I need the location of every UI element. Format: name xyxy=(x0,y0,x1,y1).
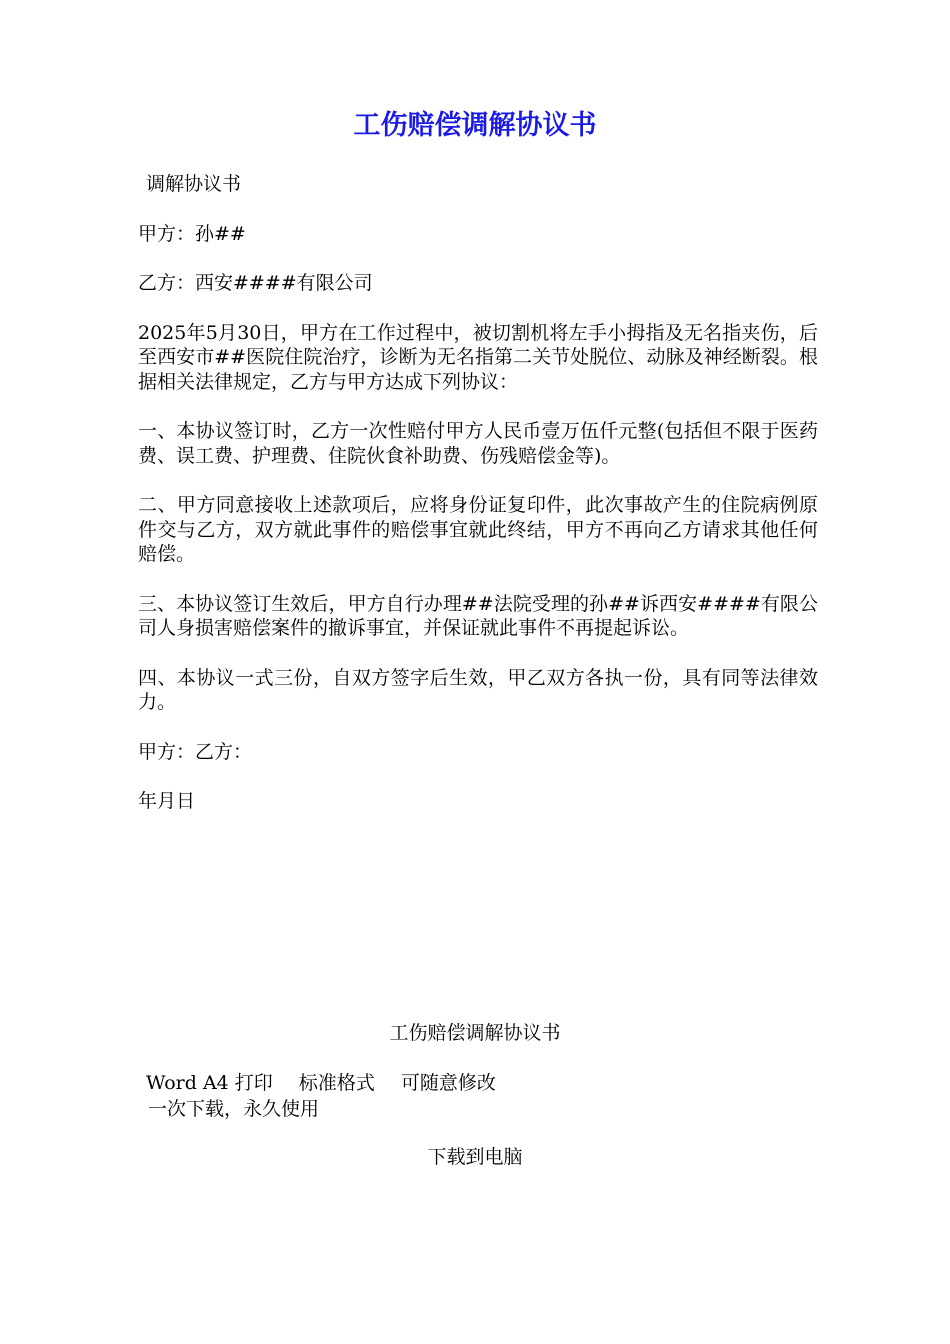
clause-1: 一、本协议签订时，乙方一次性赔付甲方人民币壹万伍仟元整(包括但不限于医药费、误工费、护理费、住院伙食补助费、伤残赔偿金等)。 xyxy=(138,420,818,467)
feature-print: Word A4 打印 xyxy=(146,1072,273,1094)
download-link[interactable]: 下载到电脑 xyxy=(427,1146,523,1168)
document-body xyxy=(138,172,818,839)
footer-features xyxy=(146,1070,746,1122)
feature-list xyxy=(146,1070,746,1096)
feature-standard-format: 标准格式 xyxy=(298,1072,375,1094)
intro-paragraph: 2025年5月30日，甲方在工作过程中，被切割机将左手小拇指及无名指夹伤，后至西安市##医院住院治疗，诊断为无名指第二关节处脱位、动脉及神经断裂。根据相关法律规定，乙方与甲方达成下列协议： xyxy=(138,321,818,393)
party-b-line: 乙方：西安####有限公司 xyxy=(138,272,373,294)
document-title: 工伤赔偿调解协议书 xyxy=(353,110,597,141)
date-line: 年月日 xyxy=(138,790,196,812)
signature-line: 甲方：乙方： xyxy=(138,740,253,763)
feature-editable: 可随意修改 xyxy=(400,1072,496,1094)
footer-note: 一次下载，永久使用 xyxy=(148,1098,320,1120)
document-subtitle: 调解协议书 xyxy=(146,173,242,195)
footer-title: 工伤赔偿调解协议书 xyxy=(389,1022,561,1044)
clause-4: 四、本协议一式三份，自双方签字后生效，甲乙双方各执一份，具有同等法律效力。 xyxy=(138,666,818,713)
clause-2: 二、甲方同意接收上述款项后，应将身份证复印件，此次事故产生的住院病例原件交与乙方，双方就此事件的赔偿事宜就此终结，甲方不再向乙方请求其他任何赔偿。 xyxy=(138,494,818,565)
party-a-line: 甲方：孙## xyxy=(138,222,246,245)
clause-3: 三、本协议签订生效后，甲方自行办理##法院受理的孙##诉西安####有限公司人身损害赔偿案件的撤诉事宜，并保证就此事件不再提起诉讼。 xyxy=(138,592,818,639)
